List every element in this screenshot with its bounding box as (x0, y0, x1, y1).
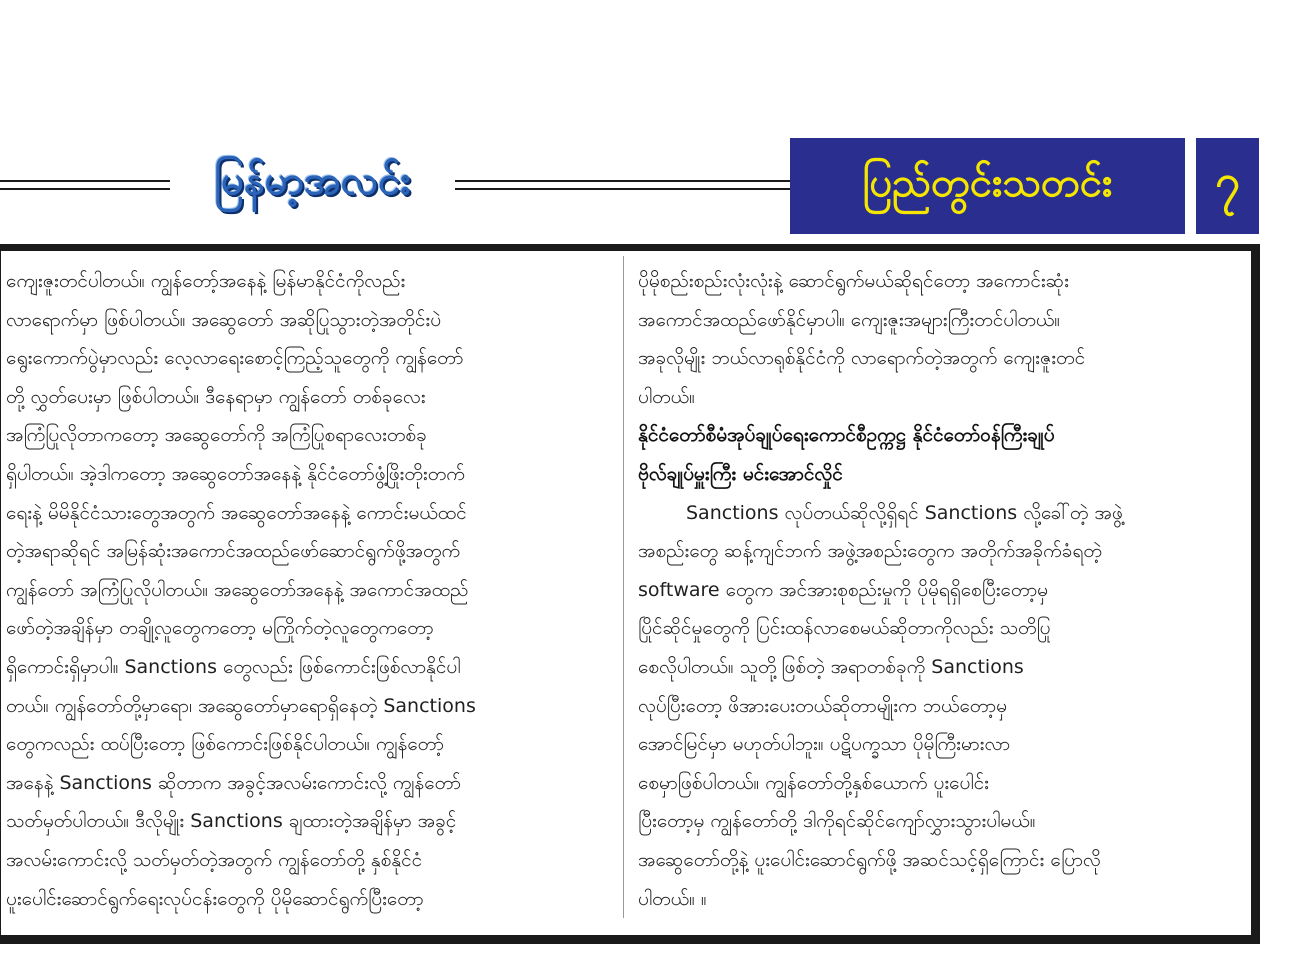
header-rule-left-2 (0, 188, 170, 190)
article-text-line: ဖော်တဲ့အချိန်မှာ တချို့လူတွေကတော့ မကြိုက်တဲ့လူတွေကတော့ (6, 617, 434, 640)
section-banner (790, 138, 1185, 234)
article-text-line: ပါတယ်။ (638, 385, 695, 408)
article-column-left (6, 262, 610, 922)
article-text-line: အကောင်အထည်ဖော်နိုင်မှာပါ။ ကျေးဇူးအများကြီးတင်ပါတယ်။ (638, 308, 1061, 331)
article-text-line: အစည်းတွေ ဆန့်ကျင်ဘက် အဖွဲ့အစည်းတွေက အတိုက်အခိုက်ခံရတဲ့ (638, 540, 1102, 563)
article-text-line: သတ်မှတ်ပါတယ်။ ဒီလိုမျိုး Sanctions ချထားတဲ့အချိန်မှာ အခွင့် (6, 810, 457, 833)
article-text-line: အခုလိုမျိုး ဘယ်လာရုစ်နိုင်ငံကို လာရောက်တဲ့အတွက် ကျေးဇူးတင် (638, 347, 1086, 370)
newspaper-masthead: မြန်မာ့အလင်း (214, 157, 411, 204)
header-rule-mid-2 (455, 188, 790, 190)
article-column-right (638, 262, 1242, 922)
article-text-line: ရွေးကောက်ပွဲမှာလည်း လေ့လာရေးစောင့်ကြည့်သူတွေကို ကျွန်တော် (6, 347, 464, 370)
article-text-line: ရှိကောင်းရှိမှာပါ။ Sanctions တွေလည်း ဖြစ်ကောင်းဖြစ်လာနိုင်ပါ (6, 655, 461, 678)
article-text-line: Sanctions လုပ်တယ်ဆိုလို့ရှိရင် Sanctions လို့ခေါ်တဲ့ အဖွဲ့ (686, 501, 1123, 524)
article-text-line: အလမ်းကောင်းလို့ သတ်မှတ်တဲ့အတွက် ကျွန်တော်တို့ နှစ်နိုင်ငံ (6, 848, 423, 871)
article-text-line: ပြိုင်ဆိုင်မှုတွေကို ပြင်းထန်လာစေမယ်ဆိုတာကိုလည်း သတိပြု (638, 617, 1051, 640)
page-number: ၇ (1215, 156, 1240, 207)
article-text-line: ပြီးတော့မှ ကျွန်တော်တို့ ဒါကိုရင်ဆိုင်ကျော်လွှားသွားပါမယ်။ (638, 810, 1036, 833)
article-text-line: လုပ်ပြီးတော့ ဖိအားပေးတယ်ဆိုတာမျိုးက ဘယ်တော့မှ (638, 694, 1007, 717)
article-text-line: အကြံပြုလိုတာကတော့ အဆွေတော်ကို အကြံပြုစရာလေးတစ်ခု (6, 424, 427, 447)
article-text-line: အဆွေတော်တို့နဲ့ ပူးပေါင်းဆောင်ရွက်ဖို့ အဆင်သင့်ရှိကြောင်း ပြောလို (638, 848, 1101, 871)
article-text-line: တွေကလည်း ထပ်ပြီးတော့ ဖြစ်ကောင်းဖြစ်နိုင်ပါတယ်။ ကျွန်တော့် (6, 733, 444, 756)
article-text-line: ရေးနဲ့ မိမိနိုင်ငံသားတွေအတွက် အဆွေတော်အနေနဲ့ ကောင်းမယ်ထင် (6, 501, 467, 524)
article-text-line: software တွေက အင်အားစုစည်းမှုကို ပိုမိုရရှိစေပြီးတော့မှ (638, 578, 1049, 601)
article-text-line: ပါတယ်။ ။ (638, 887, 707, 910)
header-rule-left-1 (0, 180, 170, 182)
header-rule-mid-1 (455, 180, 790, 182)
article-text-line: ရှိပါတယ်။ အဲ့ဒါကတော့ အဆွေတော်အနေနဲ့ နိုင်ငံတော်ဖွံ့ဖြိုးတိုးတက် (6, 462, 465, 485)
article-text-line: ပူးပေါင်းဆောင်ရွက်ရေးလုပ်ငန်းတွေကို ပိုမိုဆောင်ရွက်ပြီးတော့ (6, 887, 424, 910)
section-title: ပြည်တွင်းသတင်း (862, 159, 1113, 206)
article-text-line: ပိုမိုစည်းစည်းလုံးလုံးနဲ့ ဆောင်ရွက်မယ်ဆိုရင်တော့ အကောင်းဆုံး (638, 270, 1069, 292)
article-subheading-line: နိုင်ငံတော်စီမံအုပ်ချုပ်ရေးကောင်စီဥက္ကဋ္ဌ နိုင်ငံတော်ဝန်ကြီးချုပ် (638, 424, 1055, 447)
article-text-line: အောင်မြင်မှာ မဟုတ်ပါဘူး။ ပဋိပက္ခသာ ပိုမိုကြီးမားလာ (638, 733, 1011, 756)
column-divider (623, 256, 624, 918)
article-text-line: ကျေးဇူးတင်ပါတယ်။ ကျွန်တော့်အနေနဲ့ မြန်မာနိုင်ငံကိုလည်း (6, 270, 406, 292)
article-text-line: တို့ လွှတ်ပေးမှာ ဖြစ်ပါတယ်။ ဒီနေရာမှာ ကျွန်တော် တစ်ခုလေး (6, 385, 426, 408)
article-text-line: အနေနဲ့ Sanctions ဆိုတာက အခွင့်အလမ်းကောင်းလို့ ကျွန်တော် (6, 771, 461, 794)
article-text-line: ကျွန်တော် အကြံပြုလိုပါတယ်။ အဆွေတော်အနေနဲ့ အကောင်အထည် (6, 578, 469, 601)
article-text-line: တယ်။ ကျွန်တော်တို့မှာရော၊ အဆွေတော်မှာရောရှိနေတဲ့ Sanctions (6, 694, 476, 717)
article-text-line: လာရောက်မှာ ဖြစ်ပါတယ်။ အဆွေတော် အဆိုပြုသွားတဲ့အတိုင်းပဲ (6, 308, 442, 331)
article-text-line: စေလိုပါတယ်။ သူတို့ဖြစ်တဲ့ အရာတစ်ခုကို Sanctions (638, 655, 1024, 678)
article-subheading-line: ဗိုလ်ချုပ်မှူးကြီး မင်းအောင်လှိုင် (638, 462, 843, 485)
article-text-line: တဲ့အရာဆိုရင် အမြန်ဆုံးအကောင်အထည်ဖော်ဆောင်ရွက်ဖို့အတွက် (6, 540, 461, 563)
page-number-box (1196, 138, 1259, 234)
article-text-line: စေမှာဖြစ်ပါတယ်။ ကျွန်တော်တို့နှစ်ယောက် ပူးပေါင်း (638, 771, 989, 794)
